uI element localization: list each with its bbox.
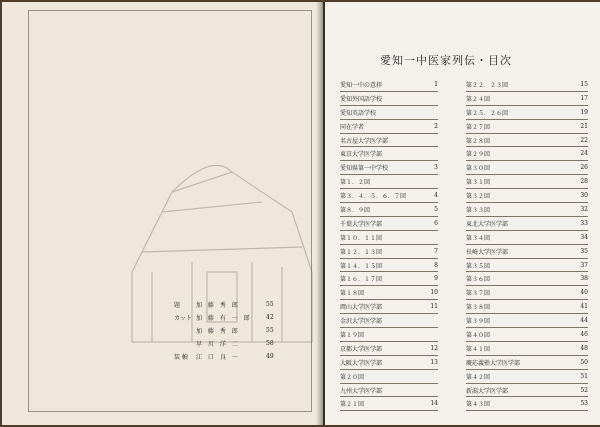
toc-entry-page: 13 [430, 358, 438, 366]
credit-name: 早 川 洋 二 [196, 341, 240, 348]
toc-entry-page: 22 [580, 136, 588, 144]
toc-entry-label: 愛知外国語学校 [340, 95, 383, 103]
credit-name: 江 口 良 一 [196, 354, 240, 361]
credit-page: 42 [266, 314, 274, 321]
toc-entry-label: 第２８回 [466, 137, 491, 145]
toc-entry-label: 第２０回 [340, 373, 365, 381]
toc-entry-label: 第３０回 [466, 165, 491, 173]
credit-name: 加 藤 秀 郎 [196, 302, 240, 309]
toc-entry [340, 203, 438, 217]
toc-entry-page: 11 [430, 303, 438, 311]
toc-entry-label: 愛知県第一中学校 [340, 165, 389, 173]
toc-entry [340, 147, 438, 161]
toc-entry-label: 第８．９回 [340, 206, 371, 214]
toc-entry-page: 30 [580, 192, 588, 200]
toc-entry-label: 名古屋大学医学部 [340, 137, 389, 145]
toc-entry-page: 9 [434, 275, 438, 283]
credit-page: 58 [266, 340, 274, 347]
toc-entry [466, 272, 588, 286]
toc-entry [340, 272, 438, 286]
toc-entry-page: 19 [580, 108, 588, 116]
toc-entry-page: 37 [580, 261, 588, 269]
toc-entry [466, 78, 588, 92]
toc-entry [340, 92, 438, 106]
toc-entry-label: 第２７回 [466, 123, 491, 131]
toc-entry [340, 314, 438, 328]
toc-entry-label: 第１４．１５回 [340, 262, 383, 270]
toc-entry-label: 岡山大学医学部 [340, 304, 383, 312]
toc-entry-page: 5 [434, 205, 438, 213]
toc-entry [466, 92, 588, 106]
toc-entry-label: 第２４回 [466, 95, 491, 103]
toc-entry-page: 24 [580, 150, 588, 158]
toc-entry [340, 175, 438, 189]
toc-entry-page: 7 [434, 247, 438, 255]
toc-entry-page: 52 [580, 386, 588, 394]
toc-entry-page: 12 [430, 344, 438, 352]
toc-entry [340, 342, 438, 356]
toc-entry [466, 231, 588, 245]
toc-entry-page: 32 [580, 205, 588, 213]
toc-entry-label: 第４０回 [466, 331, 491, 339]
toc-entry [340, 78, 438, 92]
toc-entry-page: 41 [580, 303, 588, 311]
toc-entry-page: 46 [580, 330, 588, 338]
toc-entry [340, 300, 438, 314]
toc-entry-label: 第４３回 [466, 401, 491, 409]
credit-page: 55 [266, 301, 274, 308]
toc-entry [466, 328, 588, 342]
toc-entry-page: 53 [580, 400, 588, 408]
toc-entry-label: 同在学者 [340, 123, 365, 131]
credit-row [174, 350, 304, 363]
credit-role: 題 [174, 302, 181, 309]
toc-entry-label: 第４１回 [466, 345, 491, 353]
toc-entry [466, 161, 588, 175]
toc-entry-label: 東北大学医学部 [466, 220, 509, 228]
toc-entry-label: 大阪大学医学部 [340, 359, 383, 367]
toc-entry-label: 第３２回 [466, 193, 491, 201]
toc-entry [466, 370, 588, 384]
toc-entry-label: 愛知英語学校 [340, 109, 377, 117]
toc-entry [340, 217, 438, 231]
toc-entry-label: 第１．２回 [340, 179, 371, 187]
toc-entry [466, 217, 588, 231]
toc-entry-label: 第２５．２６回 [466, 109, 509, 117]
toc-entry [466, 120, 588, 134]
toc-entry [466, 134, 588, 148]
toc-entry-page: 17 [580, 94, 588, 102]
toc-entry-page: 8 [434, 261, 438, 269]
toc-entry-label: 第３７回 [466, 290, 491, 298]
toc-entry-label: 愛知一中の意拝 [340, 81, 383, 89]
toc-entry [466, 259, 588, 273]
toc-entry-page: 26 [580, 164, 588, 172]
toc-entry [466, 245, 588, 259]
toc-entry [340, 106, 438, 120]
toc-entry [466, 175, 588, 189]
toc-entry-page: 15 [580, 80, 588, 88]
toc-entry-label: 第４２回 [466, 373, 491, 381]
credit-name: 加 藤 秀 郎 [196, 328, 240, 335]
toc-entry-label: 第３６回 [466, 276, 491, 284]
toc-entry-page: 48 [580, 344, 588, 352]
toc-entry-page: 2 [434, 122, 438, 130]
toc-entry-label: 京都大学医学部 [340, 345, 383, 353]
page-title: 愛知一中医家列伝・目次 [380, 54, 512, 67]
toc-entry-label: 東京大学医学部 [340, 151, 383, 159]
credit-role: カット [174, 315, 192, 322]
toc-entry [466, 384, 588, 398]
toc-entry-label: 慶応義塾大学医学部 [466, 359, 521, 367]
toc-entry-label: 第３１回 [466, 179, 491, 187]
toc-entry-page: 44 [580, 317, 588, 325]
toc-entry-page: 4 [434, 192, 438, 200]
toc-column-right [466, 78, 588, 411]
left-page [2, 2, 323, 425]
credit-page: 49 [266, 353, 274, 360]
toc-entry-page: 51 [580, 372, 588, 380]
toc-entry [340, 259, 438, 273]
toc-entry-page: 1 [434, 80, 438, 88]
toc-entry [466, 314, 588, 328]
credit-role: 装 幀 [174, 354, 188, 361]
toc-entry [340, 356, 438, 370]
toc-entry-label: 千葉大学医学部 [340, 220, 383, 228]
credits-list [174, 298, 304, 363]
toc-entry-page: 40 [580, 289, 588, 297]
toc-entry-label: 第１０．１１回 [340, 234, 383, 242]
toc-entry [340, 120, 438, 134]
credit-page: 55 [266, 327, 274, 334]
toc-entry-label: 第１２．１３回 [340, 248, 383, 256]
toc-entry [466, 203, 588, 217]
toc-entry [466, 286, 588, 300]
toc-entry [340, 370, 438, 384]
toc-entry [466, 397, 588, 411]
toc-entry [466, 189, 588, 203]
toc-entry [466, 356, 588, 370]
toc-entry [340, 189, 438, 203]
credit-name: 加 藤 有 一 郎 [196, 315, 252, 322]
toc-entry-page: 50 [580, 358, 588, 366]
toc-entry-page: 33 [580, 219, 588, 227]
toc-entry-page: 34 [580, 233, 588, 241]
toc-entry-label: 第１８回 [340, 290, 365, 298]
toc-entry [466, 300, 588, 314]
toc-entry-page: 28 [580, 178, 588, 186]
toc-entry-label: 九州大学医学部 [340, 387, 383, 395]
toc-entry-label: 第３８回 [466, 304, 491, 312]
toc-column-left [340, 78, 438, 411]
toc-entry-label: 第１６．１７回 [340, 276, 383, 284]
toc-entry-label: 第３５回 [466, 262, 491, 270]
toc-entry [340, 328, 438, 342]
toc-entry-label: 第３９回 [466, 318, 491, 326]
toc-entry-label: 長崎大学医学部 [466, 248, 509, 256]
toc-entry-label: 第３４回 [466, 234, 491, 242]
toc-entry-page: 14 [430, 400, 438, 408]
toc-entry-page: 6 [434, 219, 438, 227]
toc-entry-label: 第３．４．５．６．７回 [340, 193, 407, 201]
toc-entry-label: 第３３回 [466, 206, 491, 214]
credit-row [174, 311, 304, 324]
toc-entry-page: 38 [580, 275, 588, 283]
toc-entry [340, 384, 438, 398]
toc-entry [340, 231, 438, 245]
toc-entry-page: 35 [580, 247, 588, 255]
toc-entry [466, 106, 588, 120]
toc-entry-label: 第２１回 [340, 401, 365, 409]
toc-entry [340, 245, 438, 259]
toc-entry [340, 397, 438, 411]
toc-entry-page: 3 [434, 164, 438, 172]
toc-entry-label: 新潟大学医学部 [466, 387, 509, 395]
toc-entry-label: 第２２．２３回 [466, 81, 509, 89]
toc-entry [340, 134, 438, 148]
toc-entry [466, 342, 588, 356]
toc-entry-label: 金沢大学医学部 [340, 318, 383, 326]
credit-row [174, 324, 304, 337]
credit-row [174, 298, 304, 311]
toc-entry-page: 10 [430, 289, 438, 297]
toc-entry-label: 第１９回 [340, 331, 365, 339]
toc-entry [340, 286, 438, 300]
toc-entry-page: 21 [580, 122, 588, 130]
toc-entry-label: 第２９回 [466, 151, 491, 159]
toc-entry [340, 161, 438, 175]
toc-entry [466, 147, 588, 161]
credit-row [174, 337, 304, 350]
